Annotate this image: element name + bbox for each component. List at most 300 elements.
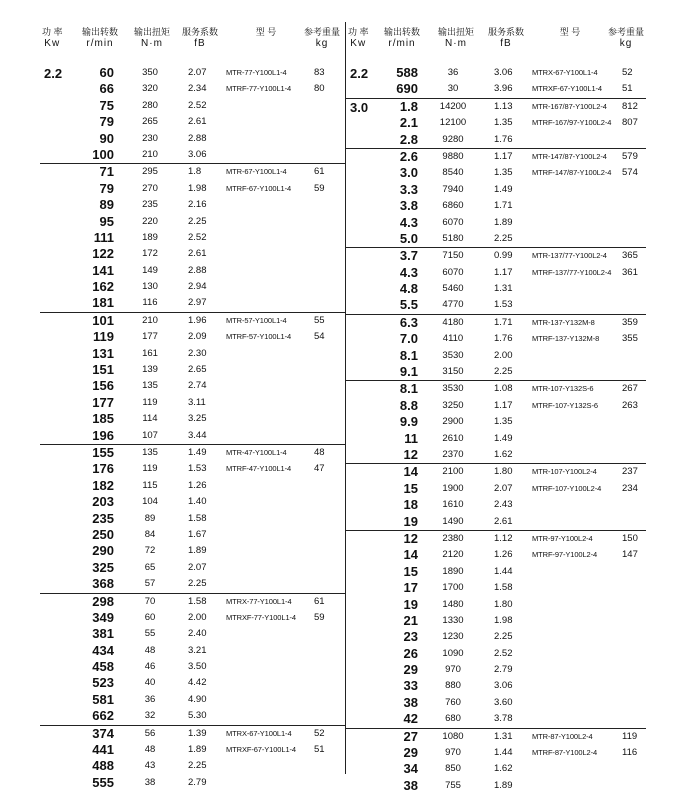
table-row [40,181,346,197]
table-row [40,758,346,774]
table-row [346,695,646,711]
table-row [40,428,346,444]
torque-cell: 210 [142,148,158,160]
torque-cell: 230 [142,132,158,144]
service-factor-cell: 1.58 [188,595,207,607]
service-factor-cell: 1.49 [494,432,513,444]
service-factor-cell: 2.74 [188,380,207,392]
table-row [346,531,646,547]
service-factor-cell: 1.58 [494,582,513,594]
weight-cell: 574 [622,167,638,179]
table-row [346,364,646,380]
table-row [40,81,346,97]
torque-cell: 4110 [442,333,464,345]
model-group [40,593,346,725]
service-factor-cell: 3.50 [188,661,207,673]
table-row [346,248,646,264]
rpm-cell: 19 [403,513,418,529]
torque-cell: 172 [142,248,158,260]
service-factor-cell: 3.78 [494,713,513,725]
weight-cell: 812 [622,100,638,112]
model-cell: MTRF-167/97-Y100L2-4 [532,118,612,128]
service-factor-cell: 1.76 [494,333,513,345]
weight-cell: 54 [314,331,325,343]
rpm-cell: 111 [93,229,114,245]
rpm-cell: 2.6 [399,148,418,164]
service-factor-cell: 1.17 [494,399,513,411]
rpm-cell: 66 [99,81,114,97]
torque-cell: 2610 [442,432,464,444]
service-factor-cell: 1.49 [494,183,513,195]
rpm-cell: 17 [403,580,418,596]
table-row [346,297,646,313]
header-torque: 输出扭矩 N·m [437,27,474,49]
rpm-cell: 60 [99,65,114,80]
service-factor-cell: 1.53 [188,463,207,475]
service-factor-cell: 2.79 [188,776,207,788]
service-factor-cell: 2.52 [494,647,513,659]
model-cell: MTR-97-Y100L2-4 [532,533,593,543]
table-row [40,494,346,510]
service-factor-cell: 2.79 [494,664,513,676]
table-row [40,346,346,362]
table-row [40,511,346,527]
service-factor-cell: 2.52 [188,99,207,111]
service-factor-cell: 2.65 [188,364,207,376]
service-factor-cell: 1.80 [494,598,513,610]
torque-cell: 4770 [442,299,464,311]
service-factor-cell: 1.44 [494,565,513,577]
service-factor-cell: 1.89 [188,545,207,557]
weight-cell: 355 [622,333,638,345]
model-cell: MTRXF-77-Y100L1-4 [226,612,296,622]
rpm-cell: 156 [92,378,114,394]
service-factor-cell: 2.97 [188,297,207,309]
model-cell: MTRF-107-Y100L2-4 [532,483,602,493]
model-cell: MTRF-67-Y100L1-4 [226,183,292,193]
rpm-cell: 4.8 [399,281,418,297]
table-row [40,742,346,758]
rpm-cell: 374 [92,725,114,741]
rpm-cell: 90 [99,130,114,146]
model-group [346,380,646,463]
rpm-cell: 131 [92,345,114,361]
rpm-cell: 555 [92,774,114,790]
torque-cell: 65 [144,561,156,573]
rpm-cell: 6.3 [399,314,418,330]
model-cell: MTRXF-67-Y100L1-4 [226,745,296,755]
table-row [40,692,346,708]
rpm-cell: 12 [403,446,418,462]
torque-cell: 9280 [442,133,464,145]
model-cell: MTR-137-Y132M-8 [532,317,595,327]
service-factor-cell: 1.98 [188,182,207,194]
weight-cell: 150 [622,532,638,544]
torque-cell: 116 [142,297,158,309]
model-cell: MTRF-87-Y100L2-4 [532,748,598,758]
torque-cell: 14200 [439,100,467,112]
rpm-cell: 21 [403,612,418,628]
torque-cell: 40 [144,677,156,689]
torque-cell: 1090 [442,647,464,659]
rpm-cell: 19 [403,596,418,612]
table-row [40,726,346,742]
model-group [346,98,646,148]
torque-cell: 177 [142,331,158,343]
service-factor-cell: 1.67 [188,528,207,540]
torque-cell: 880 [445,680,461,692]
model-cell: MTRF-77-Y100L1-4 [226,84,292,94]
table-body [40,65,346,791]
table-right [346,22,646,793]
rpm-cell: 9.1 [399,364,418,380]
torque-cell: 107 [142,429,158,441]
service-factor-cell: 1.26 [494,549,513,561]
service-factor-cell: 1.98 [494,614,513,626]
service-factor-cell: 3.44 [188,429,207,441]
torque-cell: 57 [144,578,156,590]
torque-cell: 210 [142,314,158,326]
model-group [346,247,646,314]
rpm-cell: 33 [403,678,418,694]
rpm-cell: 9.9 [399,414,418,430]
service-factor-cell: 1.12 [494,532,513,544]
table-row [346,99,646,115]
rpm-cell: 89 [99,197,114,213]
torque-cell: 5180 [442,232,464,244]
rpm-cell: 3.8 [399,198,418,214]
header-factor: 服务系数 fB [487,27,524,49]
torque-cell: 119 [142,463,158,475]
rpm-cell: 38 [403,694,418,710]
table-row [40,246,346,262]
rpm-cell: 75 [99,97,114,113]
torque-cell: 2380 [442,532,464,544]
torque-cell: 48 [144,744,156,756]
service-factor-cell: 1.8 [188,166,202,178]
table-row [40,610,346,626]
weight-cell: 83 [314,67,325,78]
table-row [346,381,646,397]
weight-cell: 267 [622,383,638,395]
model-cell: MTRF-137-Y132M-8 [532,334,600,344]
rpm-cell: 155 [92,444,114,460]
rpm-cell: 368 [92,576,114,592]
rpm-cell: 349 [92,609,114,625]
table-row [40,395,346,411]
service-factor-cell: 2.30 [188,347,207,359]
weight-cell: 116 [622,747,638,759]
service-factor-cell: 2.52 [188,231,207,243]
rpm-cell: 34 [403,761,418,777]
rpm-cell: 181 [92,295,114,311]
rpm-cell: 290 [92,543,114,559]
table-row [40,643,346,659]
weight-cell: 52 [622,67,633,78]
table-row [346,613,646,629]
model-group [40,312,346,444]
table-row [346,414,646,430]
rpm-cell: 3.0 [399,165,418,181]
table-row [346,729,646,745]
rpm-cell: 5.5 [399,297,418,313]
table-row [346,331,646,347]
torque-cell: 46 [144,661,156,673]
service-factor-cell: 1.39 [188,727,207,739]
table-row [346,745,646,761]
table-row [346,464,646,480]
model-cell: MTRF-107-Y132S-6 [532,400,598,410]
table-row [40,131,346,147]
rpm-cell: 176 [92,461,114,477]
service-factor-cell: 5.30 [188,710,207,722]
torque-cell: 280 [142,99,158,111]
torque-cell: 6070 [442,216,464,228]
table-row [346,761,646,777]
service-factor-cell: 1.26 [188,479,207,491]
torque-cell: 135 [142,380,158,392]
rpm-cell: 79 [99,114,114,130]
service-factor-cell: 2.25 [188,215,207,227]
torque-cell: 235 [142,199,158,211]
table-row [40,230,346,246]
torque-cell: 970 [445,747,461,759]
model-cell: MTR-107-Y100L2-4 [532,467,597,477]
table-row [346,231,646,247]
weight-cell: 147 [622,549,638,561]
rpm-cell: 122 [92,246,114,262]
power-value: 3.0 [350,99,369,115]
table-row [346,348,646,364]
table-row [346,132,646,148]
table-header [346,22,646,56]
weight-cell: 48 [314,446,325,458]
table-row [40,775,346,791]
torque-cell: 1900 [442,482,464,494]
torque-cell: 1080 [442,730,464,742]
model-cell: MTR-57-Y100L1-4 [226,315,287,325]
torque-cell: 3250 [442,399,464,411]
torque-cell: 1230 [442,631,464,643]
model-cell: MTRF-147/87-Y100L2-4 [532,168,612,178]
torque-cell: 220 [142,215,158,227]
table-row [346,662,646,678]
rpm-cell: 3.3 [399,181,418,197]
rpm-cell: 15 [403,480,418,496]
service-factor-cell: 1.08 [494,383,513,395]
torque-cell: 189 [142,231,158,243]
table-row [40,313,346,329]
table-row [40,659,346,675]
model-group [40,163,346,312]
rpm-cell: 100 [92,146,114,162]
service-factor-cell: 3.21 [188,644,207,656]
table-row [40,675,346,691]
table-row [346,447,646,463]
torque-cell: 89 [144,512,156,524]
service-factor-cell: 1.62 [494,448,513,460]
torque-cell: 2370 [442,448,464,460]
torque-cell: 48 [144,644,156,656]
model-cell: MTRF-137/77-Y100L2-4 [532,267,612,277]
service-factor-cell: 2.61 [188,116,207,128]
service-factor-cell: 1.49 [188,446,207,458]
model-cell: MTR-167/87-Y100L2-4 [532,101,607,111]
rpm-cell: 488 [92,758,114,774]
weight-cell: 119 [622,730,638,742]
rpm-cell: 185 [92,411,114,427]
service-factor-cell: 2.00 [188,611,207,623]
rpm-cell: 5.0 [399,230,418,246]
model-cell: MTR-77-Y100L1-4 [226,68,287,77]
weight-cell: 59 [314,611,325,623]
table-row [40,560,346,576]
rpm-cell: 250 [92,526,114,542]
rpm-cell: 381 [92,626,114,642]
model-group [346,314,646,381]
rpm-cell: 18 [403,497,418,513]
rpm-cell: 11 [404,430,418,446]
service-factor-cell: 2.25 [188,760,207,772]
rpm-cell: 298 [92,593,114,609]
torque-cell: 3530 [442,383,464,395]
service-factor-cell: 1.31 [494,283,513,295]
rpm-cell: 458 [92,659,114,675]
service-factor-cell: 3.06 [494,680,513,692]
table-row [346,198,646,214]
service-factor-cell: 2.00 [494,349,513,361]
rpm-cell: 42 [403,711,418,727]
weight-cell: 80 [314,83,325,95]
table-header [40,22,346,56]
torque-cell: 5460 [442,283,464,295]
table-row [346,165,646,181]
weight-cell: 237 [622,466,638,478]
table-row [346,81,646,97]
service-factor-cell: 2.25 [494,366,513,378]
service-factor-cell: 4.90 [188,693,207,705]
torque-cell: 265 [142,116,158,128]
service-factor-cell: 2.07 [188,67,207,78]
table-row [40,147,346,163]
rpm-cell: 3.7 [399,248,418,264]
torque-cell: 1700 [442,582,464,594]
table-row [40,461,346,477]
model-group [40,65,346,163]
torque-cell: 130 [142,281,158,293]
service-factor-cell: 1.89 [188,744,207,756]
table-row [346,431,646,447]
torque-cell: 60 [144,611,156,623]
rpm-cell: 8.1 [399,381,418,397]
torque-cell: 850 [445,763,461,775]
table-row [40,478,346,494]
rpm-cell: 71 [99,164,114,180]
service-factor-cell: 2.88 [188,132,207,144]
model-cell: MTR-147/87-Y100L2-4 [532,151,607,161]
header-weight: 参考重量 kg [303,27,340,49]
weight-cell: 51 [314,744,325,756]
model-group [346,530,646,728]
rpm-cell: 23 [403,629,418,645]
service-factor-cell: 1.96 [188,314,207,326]
weight-cell: 807 [622,117,638,129]
service-factor-cell: 3.06 [188,148,207,160]
weight-cell: 61 [314,166,325,178]
torque-cell: 6860 [442,200,464,212]
header-model: 型 号 [559,27,581,37]
table-row [346,678,646,694]
rpm-cell: 1.8 [399,98,418,114]
table-row [346,65,646,81]
torque-cell: 119 [142,396,158,408]
service-factor-cell: 1.89 [494,216,513,228]
weight-cell: 234 [622,482,638,494]
model-cell: MTRF-97-Y100L2-4 [532,550,598,560]
table-row [40,708,346,724]
model-group [40,725,346,792]
table-row [40,576,346,592]
weight-cell: 579 [622,150,638,162]
service-factor-cell: 2.25 [188,578,207,590]
table-row [346,564,646,580]
table-row [346,497,646,513]
torque-cell: 2900 [442,416,464,428]
service-factor-cell: 2.25 [494,631,513,643]
table-row [40,98,346,114]
service-factor-cell: 2.09 [188,331,207,343]
rpm-cell: 8.1 [399,347,418,363]
weight-cell: 55 [314,314,325,326]
model-cell: MTRXF-67-Y100L1-4 [532,84,602,94]
service-factor-cell: 3.60 [494,696,513,708]
table-row [346,215,646,231]
rpm-cell: 203 [92,494,114,510]
weight-cell: 359 [622,316,638,328]
table-row [40,214,346,230]
weight-cell: 263 [622,399,638,411]
rpm-cell: 4.3 [399,264,418,280]
model-cell: MTR-67-Y100L1-4 [226,167,287,177]
torque-cell: 680 [445,713,461,725]
model-cell: MTR-107-Y132S-6 [532,384,594,394]
service-factor-cell: 1.17 [494,266,513,278]
torque-cell: 6070 [442,266,464,278]
rpm-cell: 4.3 [399,214,418,230]
rpm-cell: 662 [92,708,114,724]
table-row [346,646,646,662]
header-weight: 参考重量 kg [608,27,645,49]
model-cell: MTR-87-Y100L2-4 [532,731,593,741]
header-rpm: 输出转数 r/min [383,27,420,49]
service-factor-cell: 2.07 [188,561,207,573]
service-factor-cell: 1.31 [494,730,513,742]
rpm-cell: 12 [403,530,418,546]
torque-cell: 1480 [442,598,464,610]
table-row [40,411,346,427]
power-value: 2.2 [44,66,63,81]
torque-cell: 104 [142,496,158,508]
table-row [346,580,646,596]
rpm-cell: 7.0 [399,331,418,347]
table-row [40,65,346,81]
service-factor-cell: 1.80 [494,466,513,478]
torque-cell: 2100 [442,466,464,478]
service-factor-cell: 1.62 [494,763,513,775]
header-power: 功 率 Kw [348,27,369,49]
rpm-cell: 2.1 [399,115,418,131]
service-factor-cell: 2.40 [188,628,207,640]
